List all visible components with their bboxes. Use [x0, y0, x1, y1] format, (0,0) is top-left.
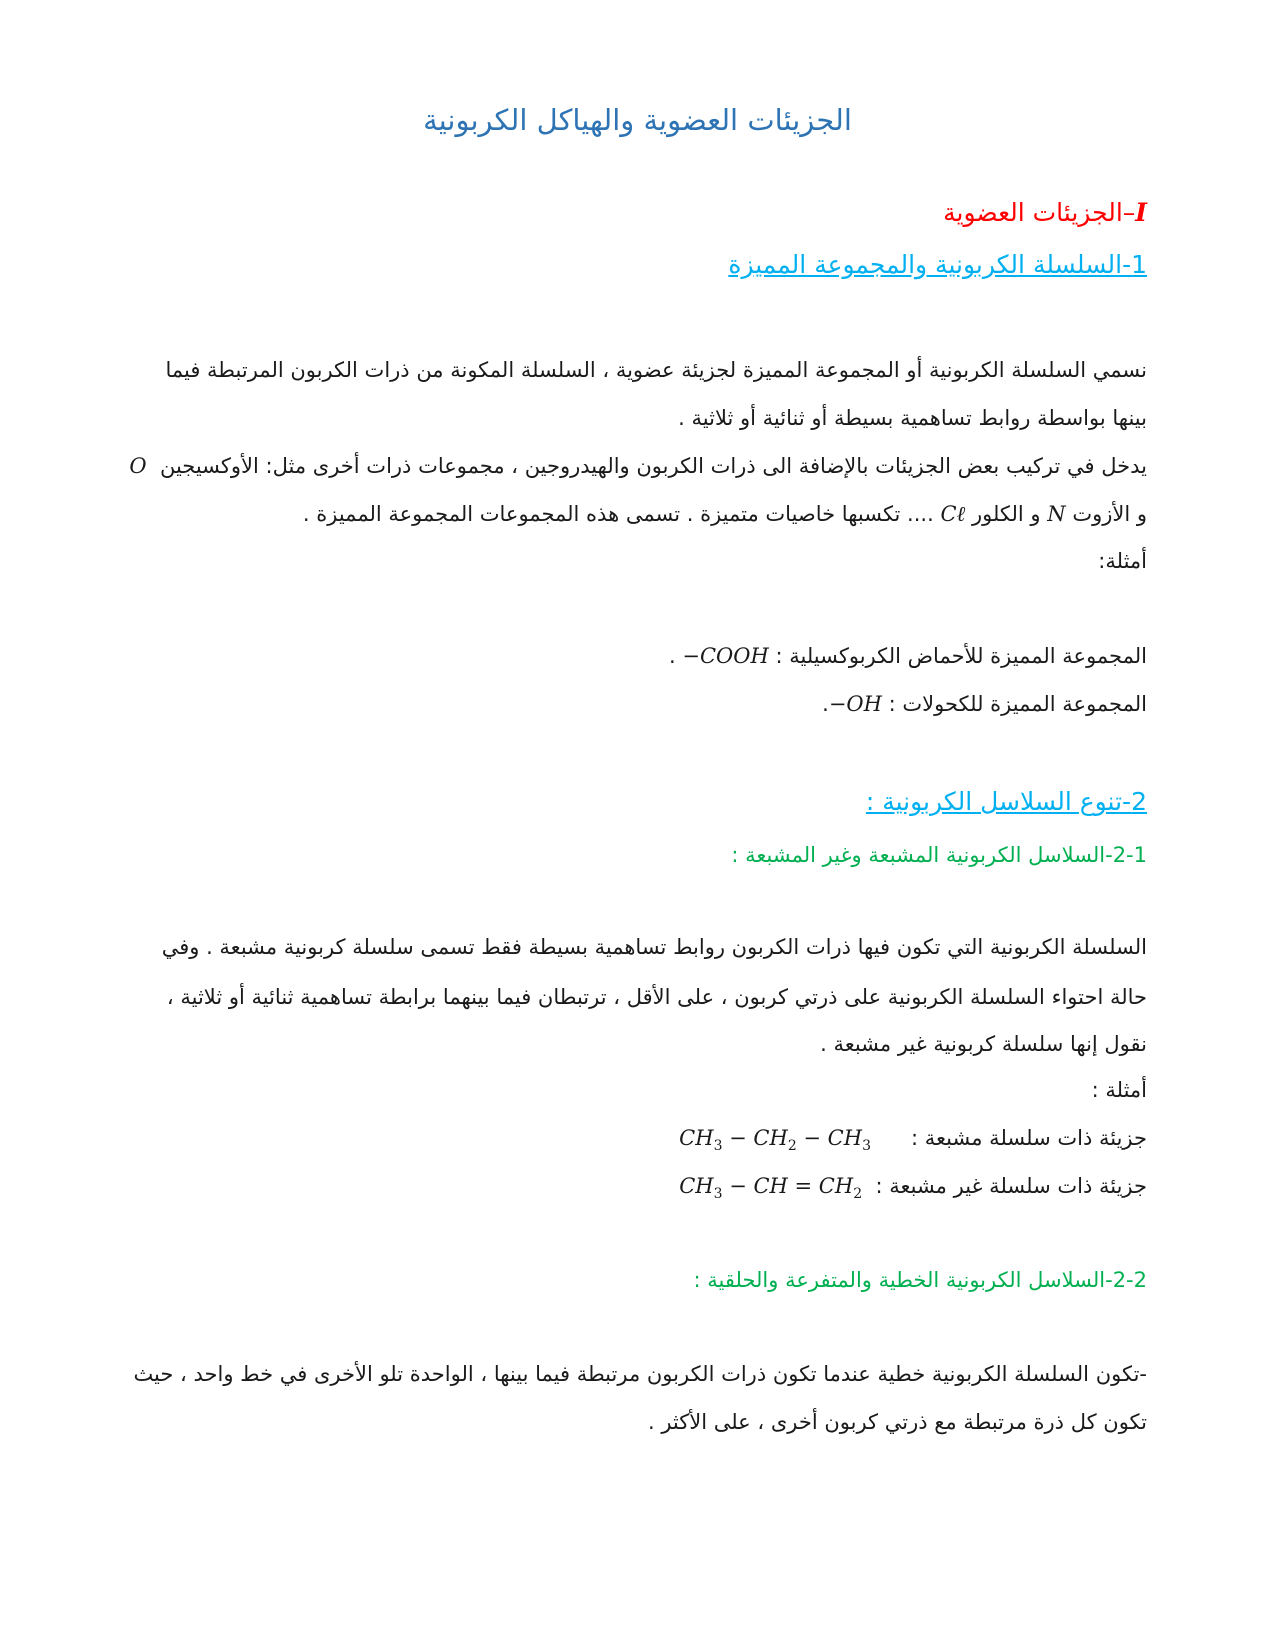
paragraph-line: [303, 502, 1147, 527]
section-heading-organic-molecules: [943, 198, 1147, 227]
paragraph-text: و الكلور: [971, 502, 1041, 526]
saturated-formula: $CH_3 - CH_2 - CH_3$: [679, 1126, 871, 1155]
line-end: .: [669, 644, 676, 668]
subheading-carbon-chain: 1-السلسلة الكربونية والمجموعة المميزة: [728, 250, 1147, 279]
symbol-chlorine: Cℓ: [940, 502, 966, 526]
unsaturated-label: جزيئة ذات سلسلة غير مشبعة :: [875, 1174, 1147, 1198]
saturated-label: جزيئة ذات سلسلة مشبعة :: [911, 1126, 1147, 1150]
section-roman-numeral: I: [1135, 198, 1147, 227]
alcohol-label: المجموعة المميزة للكحولات :: [888, 692, 1147, 716]
paragraph-line: حالة احتواء السلسلة الكربونية على ذرتي كربون ، على الأقل ، ترتبطان فيما بينهما برابطة تساهمية ثنائية أو ثلاثية ،: [166, 985, 1147, 1009]
paragraph-text: و الأزوت: [1072, 502, 1147, 526]
examples-label: أمثلة :: [1091, 1078, 1147, 1102]
carboxylic-group-line: [669, 644, 1147, 668]
paragraph-line: [129, 454, 1147, 478]
unsaturated-formula: $CH_3$ − CH = $CH_2$: [679, 1174, 863, 1203]
paragraph-line: تكون كل ذرة مرتبطة مع ذرتي كربون أخرى ، على الأكثر .: [647, 1410, 1147, 1434]
unsaturated-example-line: [679, 1174, 1147, 1202]
paragraph-line: السلسلة الكربونية التي تكون فيها ذرات الكربون روابط تساهمية بسيطة فقط تسمى سلسلة كربونية مشبعة . وفي: [161, 935, 1147, 959]
paragraph-line: -تكون السلسلة الكربونية خطية عندما تكون ذرات الكربون مرتبطة فيما بينها ، الواحدة تلو الأخرى في خط واحد ، حيث: [133, 1362, 1147, 1386]
carboxylic-formula: −COOH: [682, 644, 769, 668]
saturated-example-line: [679, 1126, 1147, 1154]
paragraph-text: يدخل في تركيب بعض الجزيئات بالإضافة الى ذرات الكربون والهيدروجين ، مجموعات ذرات أخرى مثل: الأوكسيجين: [159, 454, 1147, 478]
carboxylic-label: المجموعة المميزة للأحماض الكربوكسيلية :: [775, 644, 1147, 668]
subheading-saturated: 2-1-السلاسل الكربونية المشبعة وغير المشبعة :: [731, 843, 1147, 867]
subheading-chain-types: 2-تنوع السلاسل الكربونية :: [865, 787, 1147, 816]
page-title: الجزيئات العضوية والهياكل الكربونية: [423, 103, 852, 137]
paragraph-line: نسمي السلسلة الكربونية أو المجموعة المميزة لجزيئة عضوية ، السلسلة المكونة من ذرات الكربون المرتبطة فيما: [165, 358, 1147, 382]
alcohol-group-line: [822, 692, 1147, 716]
paragraph-text: .... تكسبها خاصيات متميزة . تسمى هذه المجموعات المجموعة المميزة .: [302, 502, 934, 526]
examples-label: أمثلة:: [1098, 549, 1147, 573]
alcohol-formula: −OH: [828, 692, 882, 716]
paragraph-line: بينها بواسطة روابط تساهمية بسيطة أو ثنائية أو ثلاثية .: [678, 406, 1147, 430]
section-heading-label: –الجزيئات العضوية: [943, 198, 1136, 227]
line-end: .: [822, 692, 829, 716]
symbol-oxygen: O: [129, 454, 147, 478]
symbol-nitrogen: N: [1047, 502, 1066, 526]
paragraph-line: نقول إنها سلسلة كربونية غير مشبعة .: [820, 1032, 1147, 1056]
subheading-linear-branched: 2-2-السلاسل الكربونية الخطية والمتفرعة والحلقية :: [693, 1268, 1147, 1292]
